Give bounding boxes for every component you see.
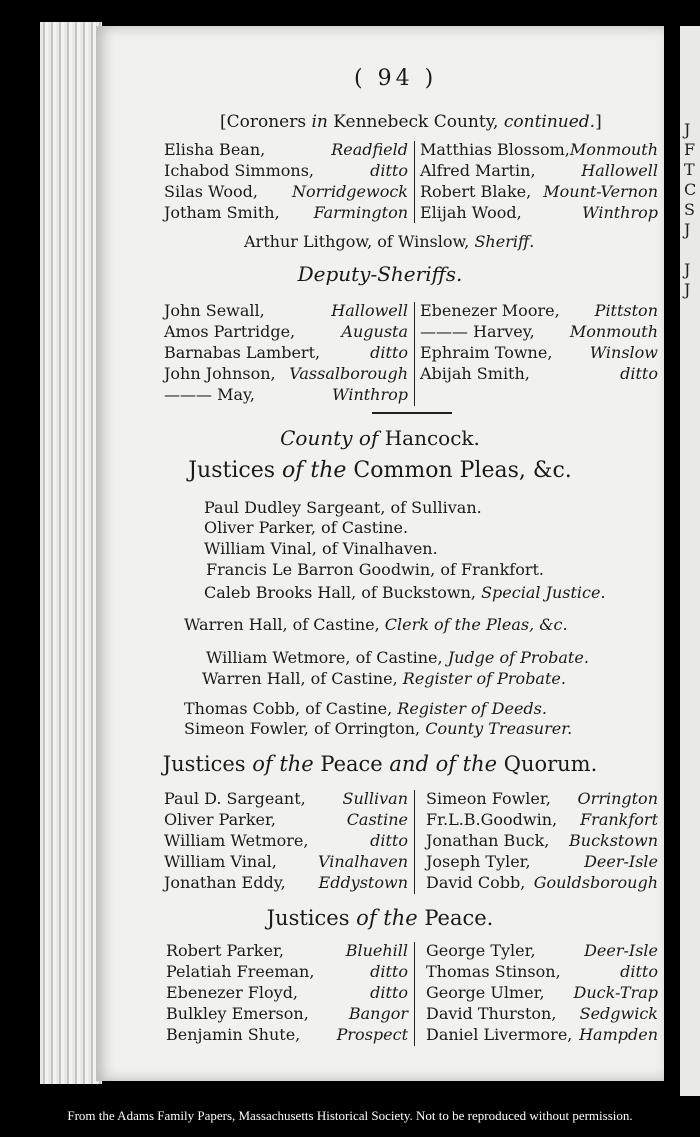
list-item: Matthias Blossom, Monmouth [420,140,658,159]
facing-letter: S [684,200,695,219]
peace-left [166,940,408,1045]
facing-page-letters [684,120,696,300]
list-item: Pelatiah Freeman, ditto [166,962,408,981]
coroners-header: [Coroners in Kennebeck County, continued.] [220,112,602,132]
list-item: Fr.L.B.Goodwin, Frankfort [426,810,658,829]
peace-heading: Justices of the Peace. [266,906,494,930]
facing-letter: J [684,260,691,279]
list-item: Elijah Wood, Winthrop [420,203,658,222]
column-divider [414,790,415,894]
common-pleas-item: Caleb Brooks Hall, of Buckstown, Special Justice. [204,583,606,602]
facing-letter: C [684,180,697,199]
list-item: ——— May, Winthrop [164,385,408,404]
list-item: Ichabod Simmons, ditto [164,161,408,180]
list-item: Daniel Livermore, Hampden [426,1025,658,1044]
deputies-left [164,300,408,405]
sheriff-line: Arthur Lithgow, of Winslow, Sheriff. [244,232,535,251]
list-item: John Sewall, Hallowell [164,301,408,320]
common-pleas-item: Paul Dudley Sargeant, of Sullivan. [204,498,482,517]
deputy-sheriffs-heading: Deputy-Sheriffs. [297,262,463,286]
facing-letter: J [684,280,691,299]
facing-letter: J [684,120,691,139]
list-item: Simeon Fowler, Orrington [426,789,658,808]
list-item: William Vinal, Vinalhaven [164,852,408,871]
list-item: Oliver Parker, Castine [164,810,408,829]
list-item: Thomas Stinson, ditto [426,962,658,981]
list-item: William Wetmore, ditto [164,831,408,850]
list-item: Robert Parker, Bluehill [166,941,408,960]
probate-line: Warren Hall, of Castine, Register of Probate. [202,669,566,688]
list-item: Bulkley Emerson, Bangor [166,1004,408,1023]
deputies-right [420,300,658,384]
probate-line: William Wetmore, of Castine, Judge of Probate. [206,648,589,667]
list-item: Joseph Tyler, Deer-Isle [426,852,658,871]
list-item: Silas Wood, Norridgewock [164,182,408,201]
column-divider [414,302,415,406]
book-gutter [668,26,680,1096]
common-pleas-item: William Vinal, of Vinalhaven. [204,539,438,558]
list-item: Alfred Martin, Hallowell [420,161,658,180]
list-item: Ephraim Towne, Winslow [420,343,658,362]
list-item: David Thurston, Sedgwick [426,1004,658,1023]
list-item: Ebenezer Floyd, ditto [166,983,408,1002]
column-divider [414,942,415,1046]
column-divider [414,141,415,223]
list-item: Paul D. Sargeant, Sullivan [164,789,408,808]
facing-letter [684,240,696,260]
facing-letter: T [684,160,695,179]
book-page-edges [40,22,102,1084]
coroners-right [420,139,658,223]
quorum-heading: Justices of the Peace and of the Quorum. [162,752,598,776]
list-item: Amos Partridge, Augusta [164,322,408,341]
clerk-line: Warren Hall, of Castine, Clerk of the Pleas, &c. [184,615,568,634]
list-item: Ebenezer Moore, Pittston [420,301,658,320]
county-heading: County of Hancock. [280,426,480,450]
list-item: Elisha Bean, Readfield [164,140,408,159]
copyright-footer: From the Adams Family Papers, Massachusetts Historical Society. Not to be reproduced without permission. [67,1108,633,1123]
page-number: ( 94 ) [354,66,438,91]
list-item: John Johnson, Vassalborough [164,364,408,383]
facing-letter: F [684,140,696,159]
list-item: Jotham Smith, Farmington [164,203,408,222]
list-item: Jonathan Eddy, Eddystown [164,873,408,892]
list-item: Barnabas Lambert, ditto [164,343,408,362]
list-item: Robert Blake, Mount-Vernon [420,182,658,201]
common-pleas-item: Oliver Parker, of Castine. [204,518,409,537]
deeds-line: Thomas Cobb, of Castine, Register of Deeds. [184,699,547,718]
quorum-left [164,788,408,893]
facing-letter: J [684,220,691,239]
peace-right [426,940,658,1045]
deeds-line: Simeon Fowler, of Orrington, County Treasurer. [184,719,573,738]
quorum-right [426,788,658,893]
list-item: George Ulmer, Duck-Trap [426,983,658,1002]
common-pleas-heading: Justices of the Common Pleas, &c. [188,458,572,483]
list-item: David Cobb, Gouldsborough [426,873,658,892]
section-rule [372,412,452,414]
list-item: ——— Harvey, Monmouth [420,322,658,341]
list-item: Benjamin Shute, Prospect [166,1025,408,1044]
coroners-left [164,139,408,223]
common-pleas-item: Francis Le Barron Goodwin, of Frankfort. [206,560,544,579]
list-item: George Tyler, Deer-Isle [426,941,658,960]
list-item: Abijah Smith, ditto [420,364,658,383]
list-item: Jonathan Buck, Buckstown [426,831,658,850]
